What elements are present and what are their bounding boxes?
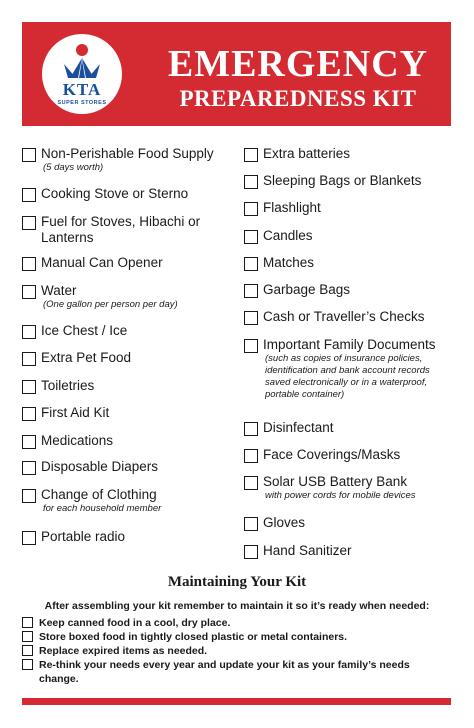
checkbox[interactable] [22, 352, 36, 366]
checkbox[interactable] [22, 188, 36, 202]
item-label: Ice Chest / Ice [41, 323, 128, 338]
item-note: (5 days worth) [43, 162, 104, 173]
checklist-item[interactable] [244, 146, 456, 162]
checkbox[interactable] [244, 449, 258, 463]
item-label: Cooking Stove or Sterno [41, 186, 189, 201]
item-label: Change of Clothing [41, 487, 157, 502]
item-label: Hand Sanitizer [263, 543, 352, 558]
checklist-item[interactable] [244, 420, 456, 436]
checklist-item[interactable] [244, 543, 456, 559]
checklist-item[interactable] [22, 146, 234, 174]
item-label: Extra Pet Food [41, 350, 132, 365]
checkbox[interactable] [244, 476, 258, 490]
item-label: Toiletries [41, 378, 95, 393]
checklist-item[interactable] [22, 350, 234, 366]
maintain-intro: After assembling your kit remember to maintain it so it’s ready when needed: [44, 600, 430, 612]
checklist-item[interactable] [244, 228, 456, 244]
logo [42, 34, 122, 114]
item-note: (such as copies of insurance policies, identification and bank account records saved electronically or in a waterproof, portable container) [265, 353, 430, 400]
checklist-item[interactable] [22, 405, 234, 421]
checklist-item[interactable] [244, 200, 456, 216]
item-note: (One gallon per person per day) [43, 299, 178, 310]
page-subtitle: PREPAREDNESS KIT [179, 86, 417, 111]
footer-bar [22, 698, 451, 705]
checkbox[interactable] [244, 339, 258, 353]
checkbox[interactable] [22, 148, 36, 162]
item-label: Flashlight [263, 200, 321, 215]
checklist-item[interactable] [22, 214, 234, 246]
checkbox[interactable] [244, 517, 258, 531]
checkbox[interactable] [22, 645, 33, 656]
checkbox[interactable] [244, 175, 258, 189]
maintain-item-text: Replace expired items as needed. [39, 645, 208, 657]
header-banner [22, 22, 451, 126]
checklist-item[interactable] [244, 474, 456, 502]
checkbox[interactable] [244, 284, 258, 298]
item-label: Gloves [263, 515, 306, 530]
maintain-heading: Maintaining Your Kit [167, 574, 307, 590]
checkbox[interactable] [244, 202, 258, 216]
checkbox[interactable] [244, 311, 258, 325]
checkbox[interactable] [22, 380, 36, 394]
checklist-item[interactable] [22, 323, 234, 339]
checkbox[interactable] [22, 285, 36, 299]
checklist-item[interactable] [22, 487, 234, 515]
checklist-item[interactable] [22, 283, 234, 311]
checklist-item[interactable] [22, 529, 234, 545]
checklist-item[interactable] [244, 309, 456, 325]
checkbox[interactable] [22, 435, 36, 449]
item-label: Candles [263, 228, 313, 243]
maintain-item-text: Re-think your needs every year and update your kit as your family’s needs change. [39, 659, 410, 685]
maintain-item-text: Store boxed food in tightly closed plastic or metal containers. [39, 631, 348, 643]
checkbox[interactable] [244, 257, 258, 271]
checklist-item[interactable] [22, 186, 234, 202]
item-label: Garbage Bags [263, 282, 351, 297]
item-label: Disposable Diapers [41, 459, 159, 474]
checklist-item[interactable] [22, 255, 234, 271]
checkbox[interactable] [244, 230, 258, 244]
item-label: Important Family Documents [263, 337, 436, 352]
item-label: Water [41, 283, 77, 298]
item-label: Face Coverings/Masks [263, 447, 401, 462]
checkbox[interactable] [22, 489, 36, 503]
checkbox[interactable] [22, 461, 36, 475]
maintain-item[interactable] [22, 644, 452, 658]
checkbox[interactable] [244, 422, 258, 436]
logo-subtext: SUPER STORES [57, 100, 107, 106]
checkbox[interactable] [22, 531, 36, 545]
item-label: Medications [41, 433, 114, 448]
page-title: EMERGENCY [167, 43, 429, 85]
checkbox[interactable] [22, 631, 33, 642]
item-label: Extra batteries [263, 146, 351, 161]
checklist-item[interactable] [244, 515, 456, 531]
item-note: for each household member [43, 503, 162, 514]
checklist-item[interactable] [22, 378, 234, 394]
item-label: Sleeping Bags or Blankets [263, 173, 422, 188]
item-label: Matches [263, 255, 315, 270]
maintain-item-text: Keep canned food in a cool, dry place. [39, 617, 231, 629]
checklist-item[interactable] [244, 282, 456, 298]
item-note: with power cords for mobile devices [265, 490, 416, 501]
checklist-item[interactable] [244, 255, 456, 271]
checkbox[interactable] [22, 659, 33, 670]
item-label: First Aid Kit [41, 405, 110, 420]
checkbox[interactable] [22, 257, 36, 271]
checklist-item[interactable] [244, 337, 456, 401]
logo-text: KTA [62, 80, 102, 99]
item-label: Fuel for Stoves, Hibachi or Lanterns [41, 214, 201, 245]
checkbox[interactable] [22, 325, 36, 339]
checkbox[interactable] [22, 617, 33, 628]
item-label: Manual Can Opener [41, 255, 163, 270]
item-label: Solar USB Battery Bank [263, 474, 408, 489]
maintain-item[interactable] [22, 616, 452, 630]
item-label: Portable radio [41, 529, 126, 544]
maintain-item[interactable] [22, 630, 452, 644]
item-label: Non-Perishable Food Supply [41, 146, 214, 161]
checkbox[interactable] [22, 216, 36, 230]
checklist-item[interactable] [22, 459, 234, 475]
checkbox[interactable] [22, 407, 36, 421]
checklist-item[interactable] [22, 433, 234, 449]
item-label: Disinfectant [263, 420, 334, 435]
item-label: Cash or Traveller’s Checks [263, 309, 425, 324]
checklist-item[interactable] [244, 447, 456, 463]
checklist-item[interactable] [244, 173, 456, 189]
maintain-item[interactable] [22, 658, 452, 686]
checkbox[interactable] [244, 148, 258, 162]
checkbox[interactable] [244, 545, 258, 559]
